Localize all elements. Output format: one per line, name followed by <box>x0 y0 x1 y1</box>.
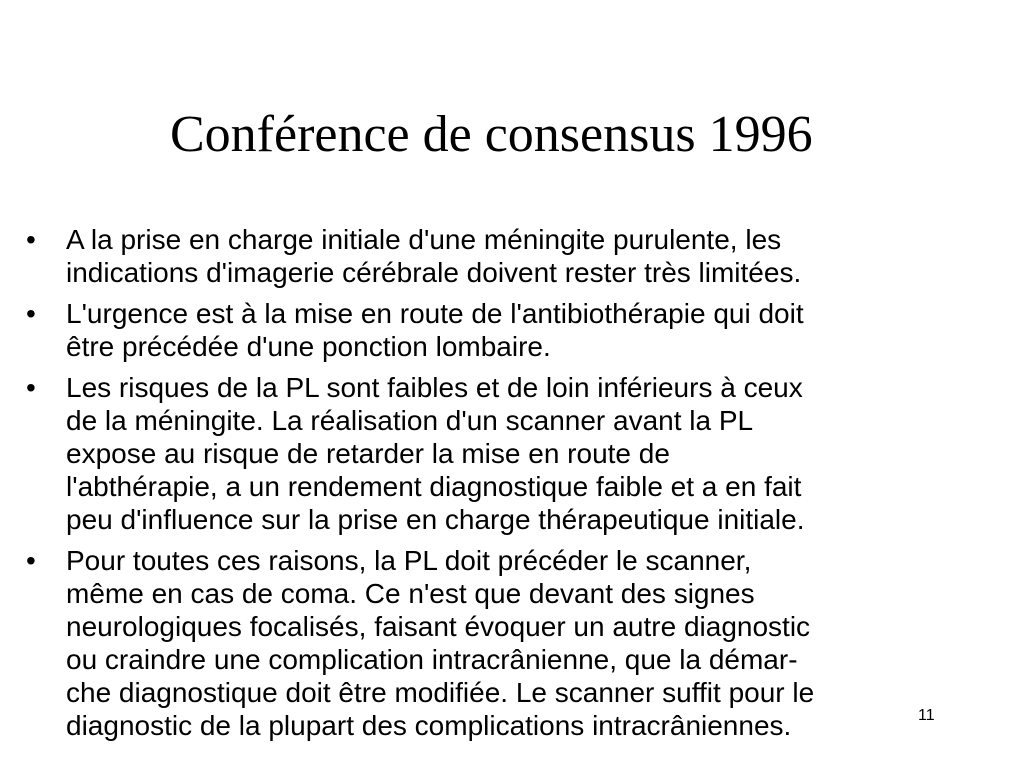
bullet-line: indications d'imagerie cérébrale doivent rester très limitées. <box>66 257 802 288</box>
bullet-line: l'abthérapie, a un rendement diagnostique faible et a en fait <box>66 471 802 502</box>
bullet-line: ou craindre une complication intracrânienne, que la démar- <box>66 644 798 675</box>
bullet-text <box>66 223 1024 289</box>
bullet-marker: • <box>26 298 36 329</box>
bullet-line: A la prise en charge initiale d'une méningite purulente, les <box>66 224 782 255</box>
bullet-line: diagnostic de la plupart des complications intracrâniennes. <box>66 710 792 741</box>
bullet-marker: • <box>26 545 36 576</box>
bullet-line: peu d'influence sur la prise en charge thérapeutique initiale. <box>66 504 805 535</box>
bullet-line: expose au risque de retarder la mise en route de <box>66 438 670 469</box>
bullet-marker: • <box>26 372 36 403</box>
slide-title: Conférence de consensus 1996 <box>170 106 813 163</box>
bullet-line: L'urgence est à la mise en route de l'antibiothérapie qui doit <box>66 298 804 329</box>
bullet-text <box>66 544 1024 742</box>
bullet-text <box>66 297 1024 363</box>
bullet-line: de la méningite. La réalisation d'un scanner avant la PL <box>66 405 754 436</box>
bullet-line: être précédée d'une ponction lombaire. <box>66 331 551 362</box>
bullet-line: Pour toutes ces raisons, la PL doit précéder le scanner, <box>66 545 752 576</box>
bullet-list <box>0 223 1024 750</box>
bullet-line: même en cas de coma. Ce n'est que devant des signes <box>66 578 755 609</box>
page-number: 11 <box>918 707 935 724</box>
bullet-line: neurologiques focalisés, faisant évoquer un autre diagnostic <box>66 611 811 642</box>
bullet-line: che diagnostique doit être modifiée. Le scanner suffit pour le <box>66 677 815 708</box>
bullet-item <box>0 544 1024 742</box>
bullet-item <box>0 223 1024 289</box>
bullet-text <box>66 371 1024 536</box>
bullet-item <box>0 371 1024 536</box>
bullet-marker: • <box>26 224 36 255</box>
bullet-item <box>0 297 1024 363</box>
bullet-line: Les risques de la PL sont faibles et de loin inférieurs à ceux <box>66 372 803 403</box>
